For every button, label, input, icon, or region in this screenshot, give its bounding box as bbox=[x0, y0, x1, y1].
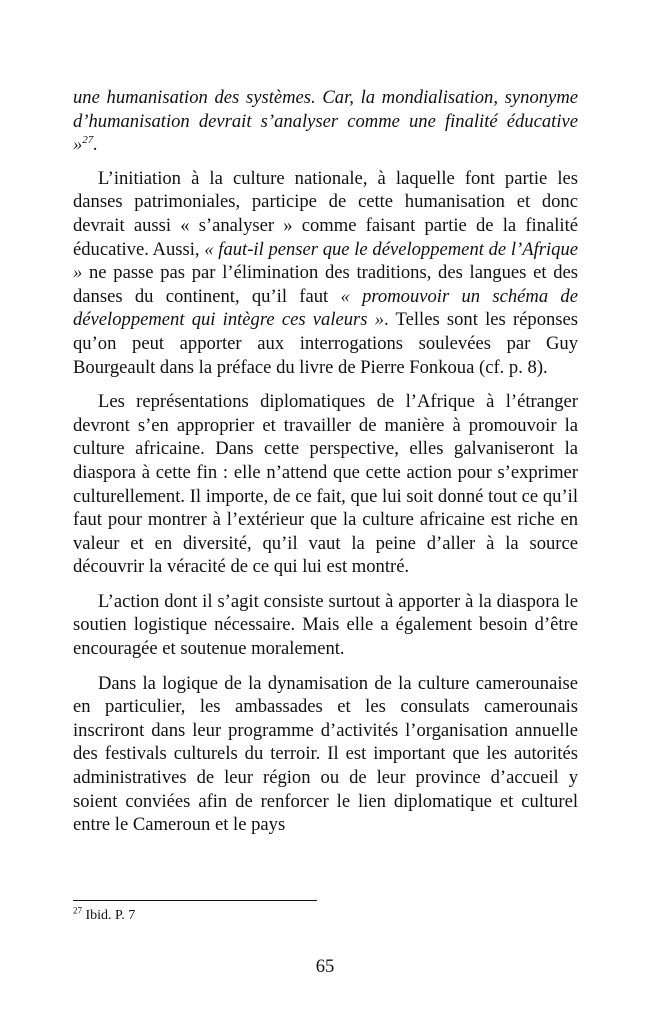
paragraph-end: . bbox=[93, 134, 98, 156]
footnote-divider bbox=[73, 900, 317, 901]
footnote-number: 27 bbox=[73, 905, 82, 916]
page-number: 65 bbox=[315, 956, 335, 977]
paragraph-continuation bbox=[73, 86, 578, 157]
text-segment: L’initiation à la culture nationale, à laquelle font partie les danses patrimoniales, participe de cette humanisation et donc devrait aussi « s’analyser » comme faisant partie de la finalité éducative. Aussi, bbox=[73, 167, 578, 260]
quote-afrique: « faut-il penser que le développement de l’Afrique » bbox=[73, 238, 578, 284]
paragraph-representations: Les représentations diplomatiques de l’Afrique à l’étranger devront s’en approprier et travailler de manière à promouvoir la culture africaine. Dans cette perspective, elles galvaniseront la diaspora à cette fin : elle n’attend que cette action pour s’exprimer culturellement. Il importe, de ce fait, que lui soit donné tout ce qu’il faut pour montrer à l’extérieur que la culture africaine est riche en valeur et en diversité, qu’il vaut la peine d’aller à la source découvrir la véracité de ce qui lui est montré. bbox=[73, 391, 578, 578]
paragraph-dynamisation: Dans la logique de la dynamisation de la culture camerounaise en particulier, les ambassades et les consulats camerounais inscriront dans leur programme d’activités l’organisation annuelle des festivals culturels du terroir. Il est important que les autorités administratives de leur région ou de leur province d’accueil y soient conviées afin de renforcer le lien diplomatique et culturel entre le Cameroun et le pays bbox=[73, 672, 578, 836]
text-segment: . Telles sont les réponses qu’on peut apporter aux interrogations soulevées par Guy Bourgeault dans la préface du livre de Pierre Fonkoua (cf. p. 8). bbox=[73, 309, 579, 378]
footnote-text: Ibid. P. 7 bbox=[82, 908, 136, 923]
footnote bbox=[73, 905, 136, 924]
paragraph-initiation bbox=[73, 167, 578, 379]
quote-schema: « promouvoir un schéma de développement qui intègre ces valeurs » bbox=[73, 285, 578, 331]
text-segment: ne passe pas par l’élimination des traditions, des langues et des danses du continent, qu’il faut bbox=[73, 262, 578, 307]
paragraph-action: L’action dont il s’agit consiste surtout à apporter à la diaspora le soutien logistique nécessaire. Mais elle a également besoin d’être encouragée et soutenue moralement. bbox=[73, 590, 578, 660]
quote-text: une humanisation des systèmes. Car, la mondialisation, synonyme d’humanisation devrait s’analyser comme une finalité éducative » bbox=[73, 87, 578, 156]
page-body bbox=[73, 86, 578, 837]
footnote-ref[interactable]: 27 bbox=[82, 134, 94, 146]
